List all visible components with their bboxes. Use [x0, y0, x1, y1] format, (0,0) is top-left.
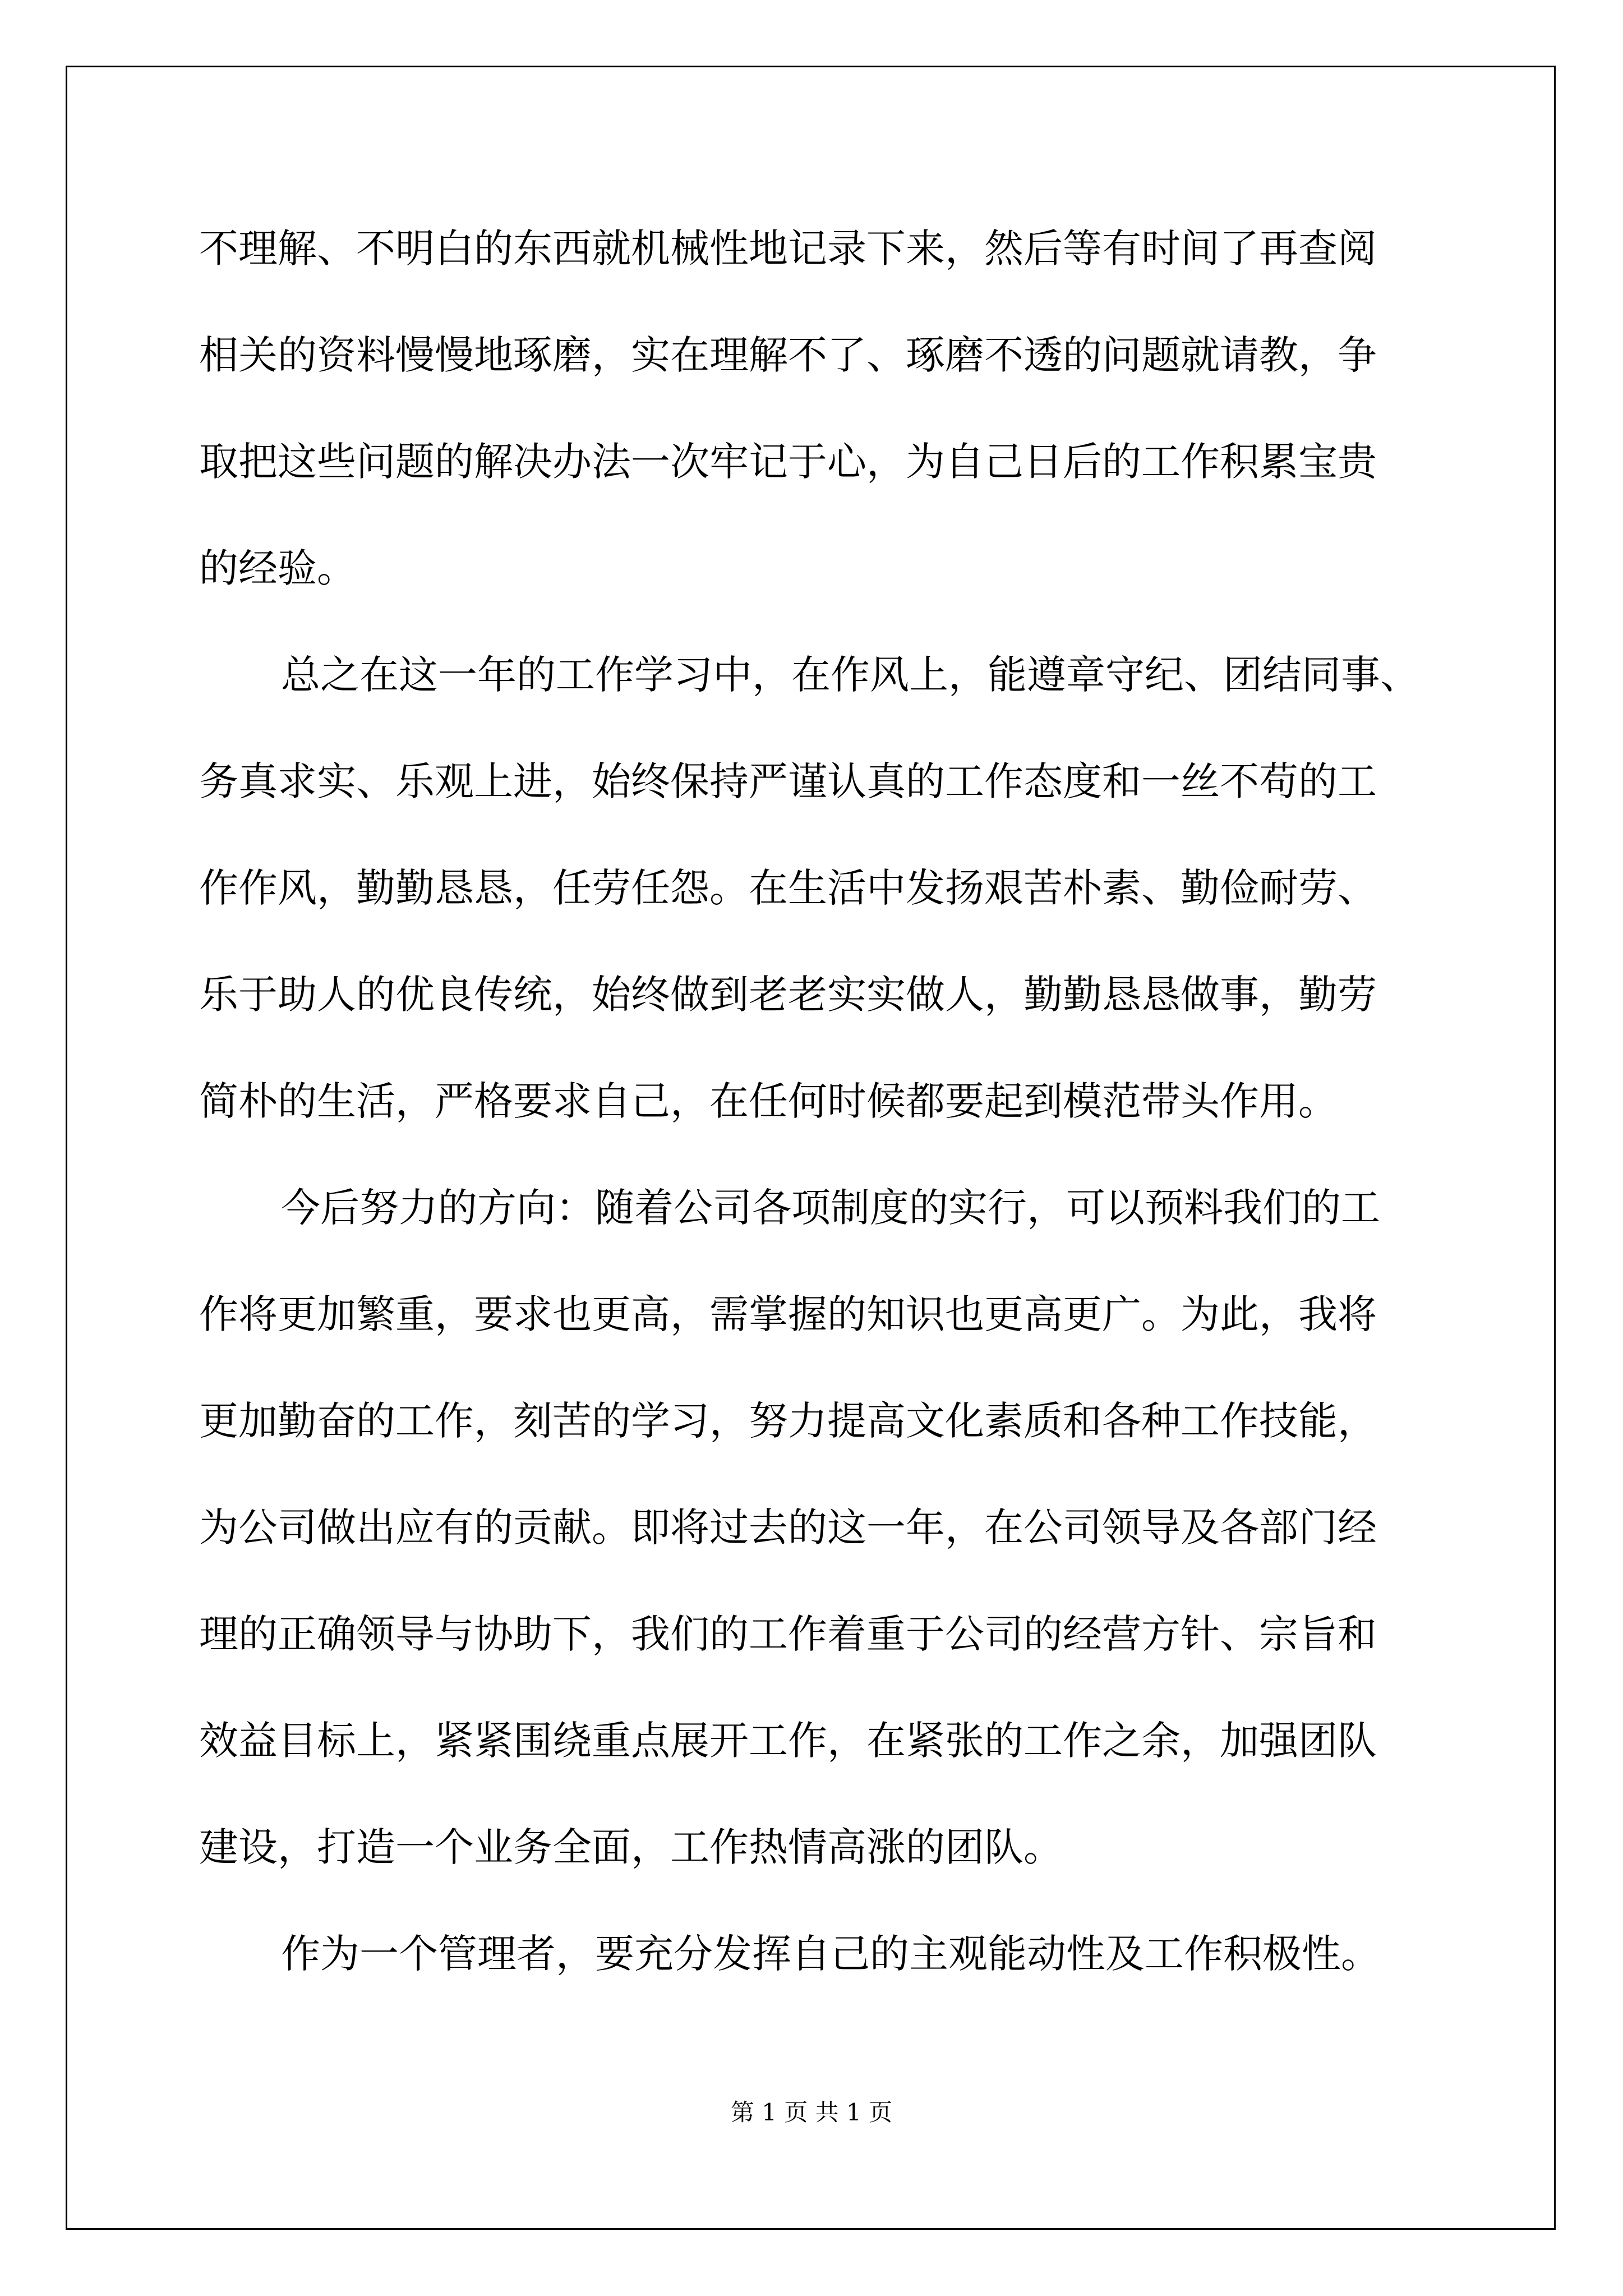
text-line: 的经验。	[199, 545, 356, 591]
text-line: 乐于助人的优良传统，始终做到老老实实做人，勤勤恳恳做事，勤劳	[199, 972, 1377, 1018]
text-line: 效益目标上，紧紧围绕重点展开工作，在紧张的工作之余，加强团队	[199, 1718, 1377, 1764]
text-line: 作将更加繁重，要求也更高，需掌握的知识也更高更广。为此，我将	[199, 1291, 1377, 1337]
text-line: 相关的资料慢慢地琢磨，实在理解不了、琢磨不透的问题就请教，争	[199, 332, 1377, 378]
text-line: 简朴的生活，严格要求自己，在任何时候都要起到模范带头作用。	[199, 1078, 1338, 1124]
text-line: 更加勤奋的工作，刻苦的学习，努力提高文化素质和各种工作技能，	[199, 1398, 1377, 1444]
page-footer: 第 1 页 共 1 页	[730, 2099, 893, 2126]
text-line: 务真求实、乐观上进，始终保持严谨认真的工作态度和一丝不苟的工	[199, 758, 1377, 804]
text-line: 总之在这一年的工作学习中，在作风上，能遵章守纪、团结同事、	[281, 652, 1419, 698]
text-line: 今后努力的方向：随着公司各项制度的实行，可以预料我们的工	[281, 1185, 1380, 1231]
text-line: 不理解、不明白的东西就机械性地记录下来，然后等有时间了再查阅	[199, 226, 1377, 272]
document-body	[199, 195, 1455, 2007]
text-line: 取把这些问题的解决办法一次牢记于心，为自己日后的工作积累宝贵	[199, 439, 1377, 485]
text-line: 为公司做出应有的贡献。即将过去的这一年，在公司领导及各部门经	[199, 1504, 1377, 1550]
text-line: 作为一个管理者，要充分发挥自己的主观能动性及工作积极性。	[281, 1931, 1380, 1977]
text-line: 作作风，勤勤恳恳，任劳任怨。在生活中发扬艰苦朴素、勤俭耐劳、	[199, 865, 1377, 911]
text-line: 理的正确领导与协助下，我们的工作着重于公司的经营方针、宗旨和	[199, 1611, 1377, 1657]
text-line: 建设，打造一个业务全面，工作热情高涨的团队。	[199, 1824, 1063, 1870]
